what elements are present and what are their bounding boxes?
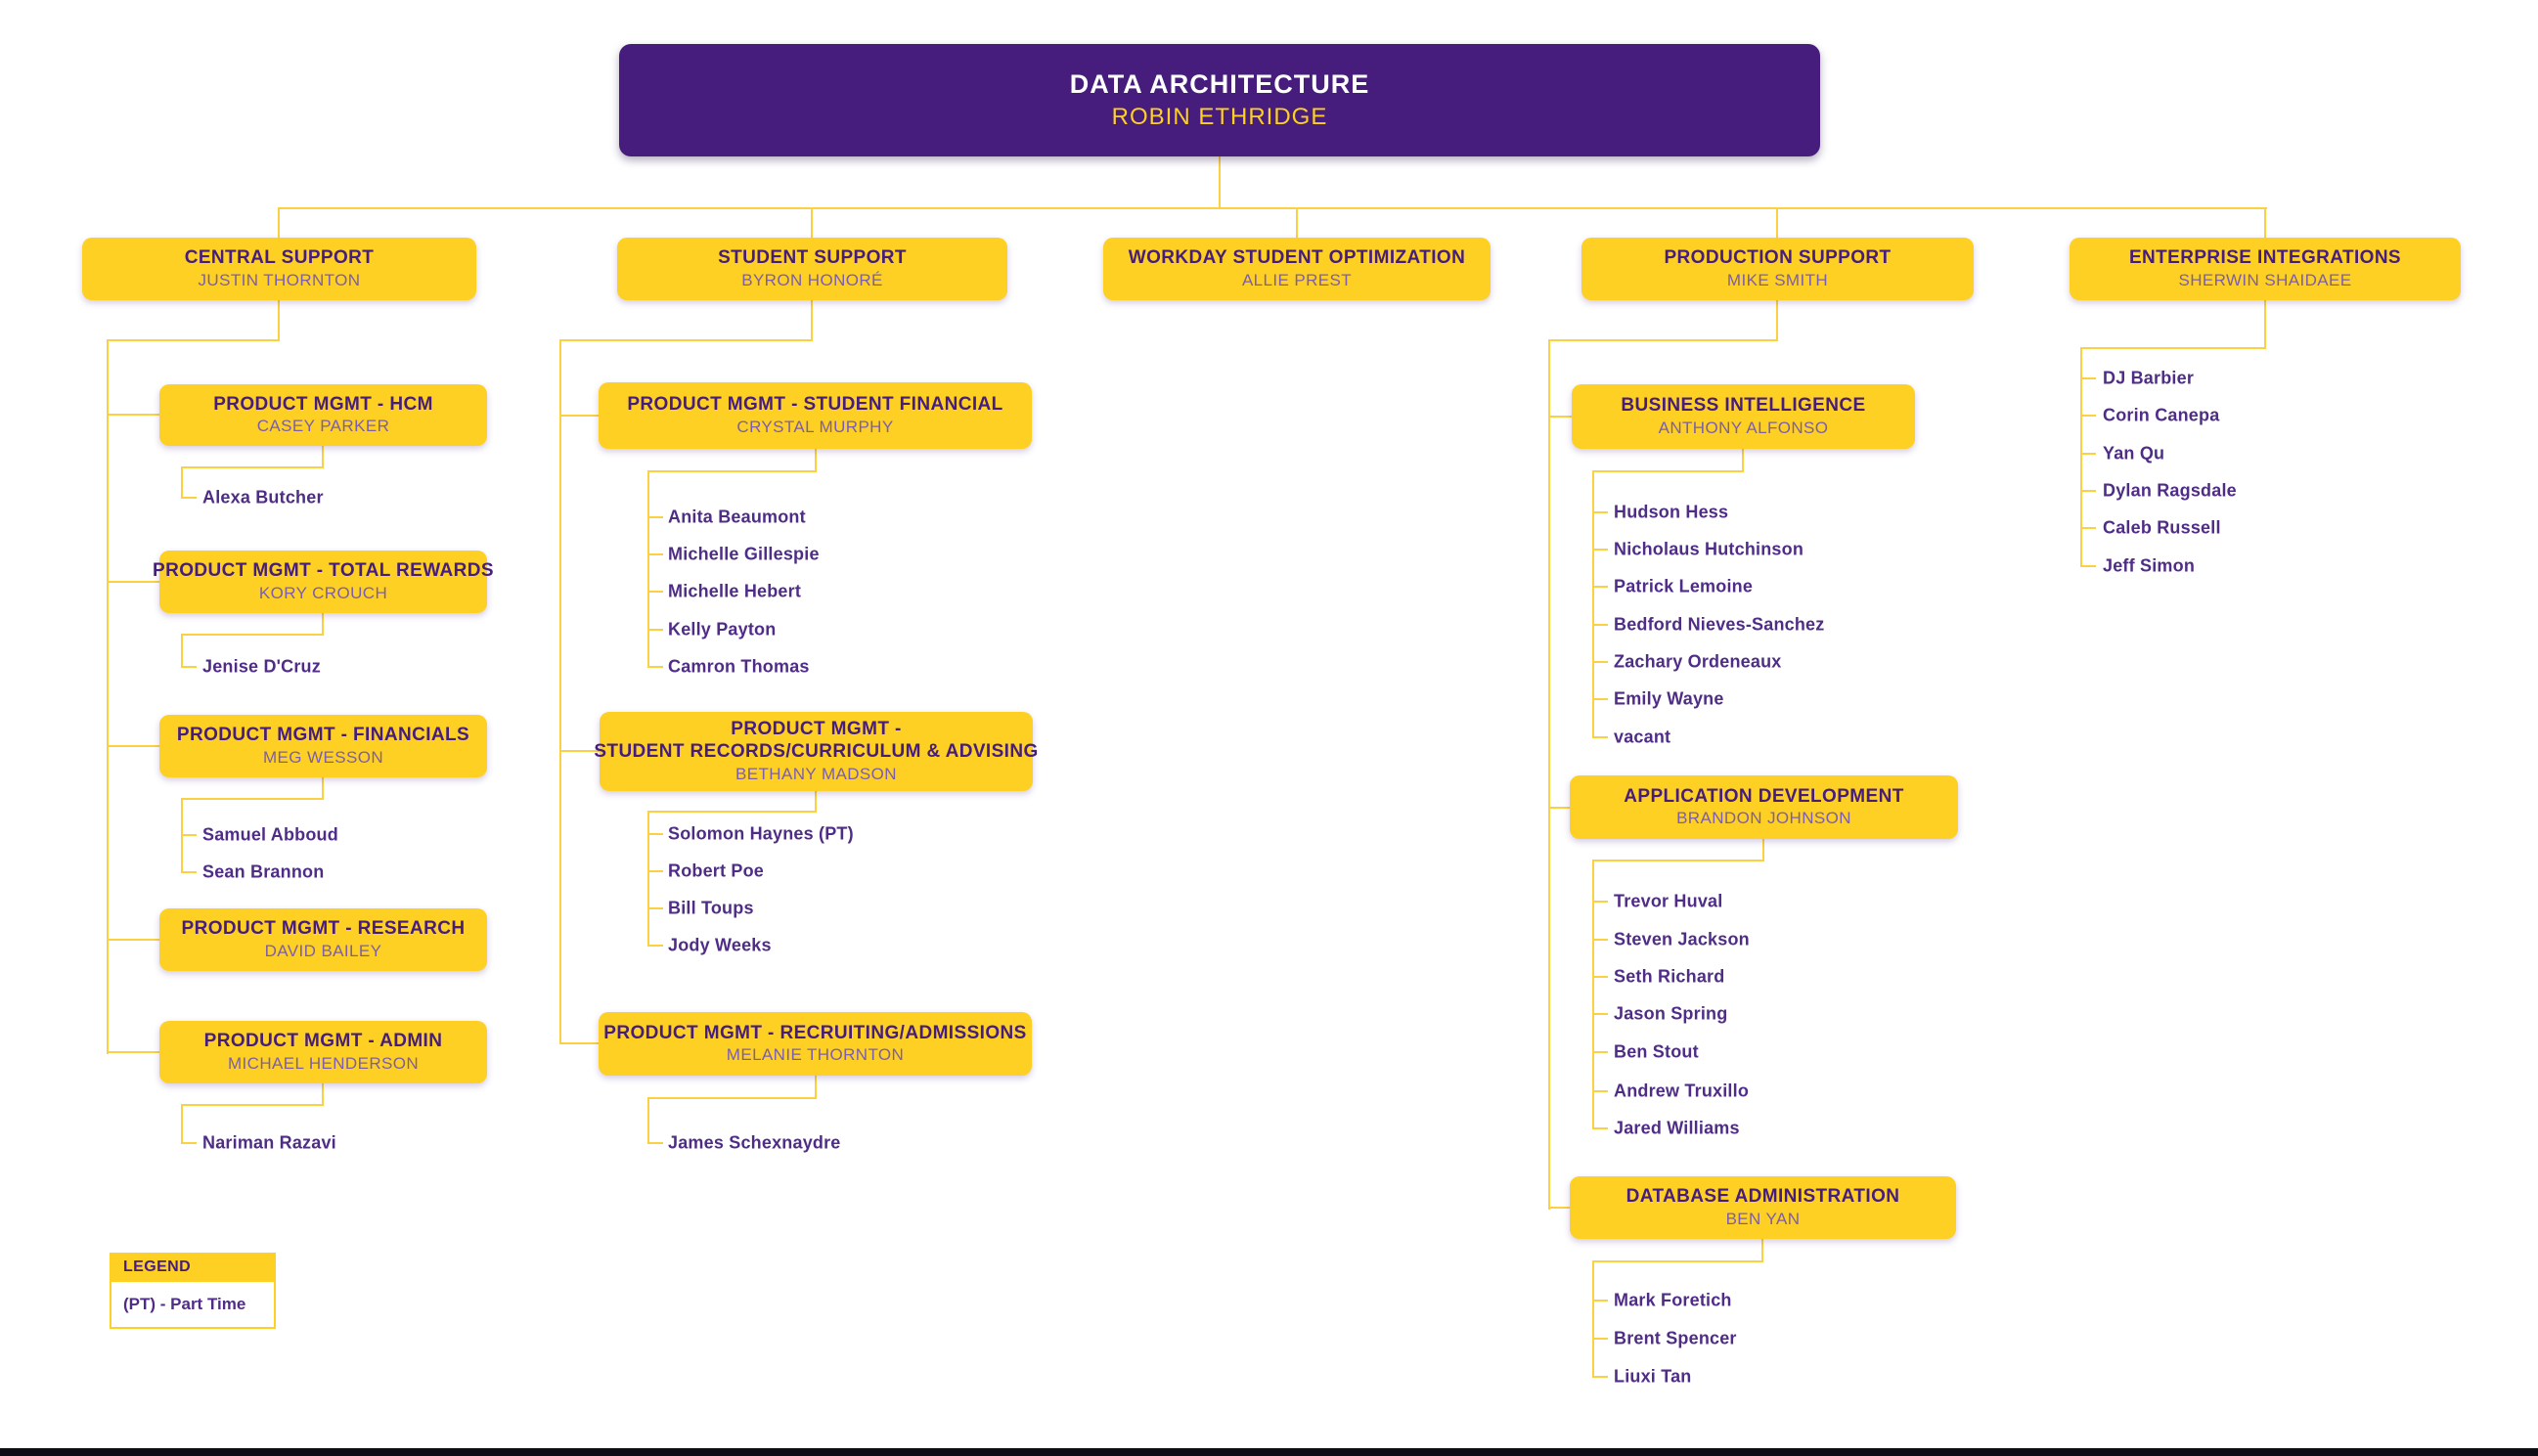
branch-title: CENTRAL SUPPORT: [184, 247, 375, 269]
dept-manager: MICHAEL HENDERSON: [227, 1053, 420, 1073]
connector-line: [1548, 807, 1572, 809]
legend-header: LEGEND: [110, 1253, 276, 1282]
employee-name: Caleb Russell: [2103, 517, 2221, 538]
connector-line: [1548, 416, 1574, 418]
connector-line: [1296, 207, 1298, 240]
dept-box-admin: [159, 1021, 487, 1083]
dept-box-total-rewards: [153, 551, 494, 613]
connector-line: [647, 811, 817, 813]
branch-box-student-support: [617, 238, 1007, 300]
employee-name: Jenise D'Cruz: [202, 656, 321, 677]
connector-line: [1592, 901, 1608, 903]
employee-name: Ben Stout: [1614, 1041, 1699, 1062]
employee-name: Kelly Payton: [668, 619, 777, 640]
connector-line: [107, 339, 109, 1054]
connector-line: [647, 1097, 817, 1099]
connector-line: [647, 666, 663, 668]
connector-line: [1592, 1376, 1608, 1378]
connector-line: [815, 1076, 817, 1099]
branch-box-production-support: [1581, 238, 1974, 300]
dept-manager: MEG WESSON: [262, 747, 383, 767]
connector-line: [559, 339, 561, 1044]
connector-line: [181, 634, 183, 667]
employee-name: Camron Thomas: [668, 656, 810, 677]
connector-line: [647, 629, 663, 631]
connector-line: [1592, 939, 1608, 941]
connector-line: [1742, 449, 1744, 472]
employee-name: Samuel Abboud: [202, 824, 338, 845]
employee-name: Nicholaus Hutchinson: [1614, 539, 1804, 559]
dept-title: PRODUCT MGMT - STUDENT FINANCIAL: [627, 394, 1003, 416]
dept-title: PRODUCT MGMT - ADMIN: [203, 1031, 443, 1052]
dept-box-business-intelligence: [1572, 384, 1915, 449]
connector-line: [181, 798, 324, 800]
employee-name: Corin Canepa: [2103, 405, 2220, 425]
connector-line: [2080, 565, 2096, 567]
org-root-title: DATA ARCHITECTURE: [1069, 69, 1370, 100]
branch-title: PRODUCTION SUPPORT: [1664, 247, 1892, 269]
footer-bar: [0, 1448, 2538, 1456]
employee-name: Michelle Gillespie: [668, 544, 820, 564]
branch-leader: BYRON HONORÉ: [741, 270, 883, 289]
connector-line: [107, 581, 159, 583]
dept-title: DATABASE ADMINISTRATION: [1625, 1186, 1900, 1208]
connector-line: [107, 939, 159, 941]
connector-line: [559, 1042, 599, 1044]
connector-line: [181, 834, 197, 836]
legend-item-part-time: (PT) - Part Time: [110, 1282, 276, 1329]
employee-name: Jared Williams: [1614, 1118, 1740, 1138]
connector-line: [1762, 839, 1764, 861]
connector-line: [559, 415, 599, 417]
employee-name: Sean Brannon: [202, 861, 325, 882]
connector-line: [1592, 860, 1764, 861]
employee-name: Steven Jackson: [1614, 929, 1750, 949]
employee-name: Alexa Butcher: [202, 487, 324, 507]
dept-manager: CRYSTAL MURPHY: [736, 417, 894, 436]
connector-line: [811, 300, 813, 339]
employee-name: Michelle Hebert: [668, 581, 802, 601]
branch-title: STUDENT SUPPORT: [718, 247, 907, 269]
connector-line: [1592, 586, 1608, 588]
employee-name: Jeff Simon: [2103, 555, 2196, 576]
connector-line: [647, 516, 663, 518]
connector-line: [1592, 1260, 1594, 1378]
dept-box-application-development: [1570, 775, 1958, 839]
connector-line: [2264, 207, 2266, 240]
employee-name: Mark Foretich: [1614, 1290, 1732, 1310]
connector-line: [2080, 377, 2096, 379]
connector-line: [181, 1142, 197, 1144]
connector-line: [1776, 300, 1778, 339]
dept-manager: ANTHONY ALFONSO: [1658, 418, 1829, 437]
connector-line: [278, 300, 280, 339]
connector-line: [2080, 347, 2266, 349]
connector-line: [181, 666, 197, 668]
branch-leader: MIKE SMITH: [1726, 270, 1829, 289]
connector-line: [647, 870, 663, 872]
connector-line: [2080, 347, 2082, 567]
dept-title: PRODUCT MGMT - RECRUITING/ADMISSIONS: [603, 1022, 1027, 1043]
connector-line: [815, 449, 817, 472]
org-root-leader: ROBIN ETHRIDGE: [1111, 103, 1328, 130]
dept-title: BUSINESS INTELLIGENCE: [1621, 395, 1866, 417]
connector-line: [322, 1083, 324, 1106]
employee-name: Jody Weeks: [668, 935, 772, 955]
connector-line: [647, 811, 649, 947]
employee-name: Bedford Nieves-Sanchez: [1614, 614, 1825, 635]
connector-line: [1592, 511, 1608, 513]
connector-line: [647, 945, 663, 947]
connector-line: [2080, 415, 2096, 417]
branch-box-central-support: [82, 238, 476, 300]
branch-leader: SHERWIN SHAIDAEE: [2178, 270, 2352, 289]
connector-line: [181, 466, 324, 468]
connector-line: [181, 634, 324, 636]
employee-name: James Schexnaydre: [668, 1132, 841, 1153]
dept-manager: BETHANY MADSON: [735, 765, 897, 784]
connector-line: [1548, 1207, 1572, 1209]
connector-line: [2080, 453, 2096, 455]
dept-title-line2: STUDENT RECORDS/CURRICULUM & ADVISING: [594, 741, 1039, 763]
connector-line: [1548, 339, 1550, 1210]
dept-title: PRODUCT MGMT - FINANCIALS: [176, 725, 470, 746]
employee-name: Dylan Ragsdale: [2103, 480, 2237, 501]
employee-name: Yan Qu: [2103, 443, 2165, 463]
connector-line: [2264, 300, 2266, 347]
connector-line: [1592, 1338, 1608, 1340]
connector-line: [1592, 1013, 1608, 1015]
branch-title: WORKDAY STUDENT OPTIMIZATION: [1128, 247, 1466, 269]
connector-line: [181, 1104, 324, 1106]
connector-line: [647, 470, 817, 472]
connector-line: [647, 833, 663, 835]
employee-name: Hudson Hess: [1614, 502, 1729, 522]
employee-name: Zachary Ordeneaux: [1614, 651, 1782, 672]
org-root-box: [619, 44, 1820, 156]
connector-line: [1592, 624, 1608, 626]
employee-name: vacant: [1614, 727, 1671, 747]
dept-manager: BRANDON JOHNSON: [1676, 809, 1851, 828]
dept-title: APPLICATION DEVELOPMENT: [1624, 785, 1904, 807]
employee-name: Patrick Lemoine: [1614, 576, 1754, 596]
dept-box-research: [159, 908, 487, 971]
employee-name: Nariman Razavi: [202, 1132, 336, 1153]
connector-line: [815, 791, 817, 813]
connector-line: [647, 470, 649, 668]
dept-title: PRODUCT MGMT - RESEARCH: [181, 918, 466, 940]
dept-manager: DAVID BAILEY: [264, 941, 382, 960]
connector-line: [1592, 1260, 1763, 1262]
connector-line: [107, 414, 159, 416]
connector-line: [559, 339, 813, 341]
connector-line: [647, 1142, 663, 1144]
connector-line: [2080, 527, 2096, 529]
connector-line: [322, 613, 324, 636]
connector-line: [647, 591, 663, 593]
connector-line: [1592, 549, 1608, 551]
dept-box-student-financial: [599, 382, 1032, 449]
employee-name: Anita Beaumont: [668, 507, 806, 527]
employee-name: Bill Toups: [668, 898, 754, 918]
connector-line: [107, 1051, 159, 1053]
connector-line: [1592, 698, 1608, 700]
employee-name: Seth Richard: [1614, 966, 1725, 987]
connector-line: [181, 497, 197, 499]
connector-line: [1592, 976, 1608, 978]
connector-line: [1592, 1127, 1608, 1129]
connector-line: [1592, 661, 1608, 663]
dept-box-financials: [159, 715, 487, 777]
connector-line: [1592, 1300, 1608, 1302]
connector-line: [322, 446, 324, 468]
connector-line: [1592, 736, 1608, 738]
branch-leader: JUSTIN THORNTON: [198, 270, 361, 289]
connector-line: [1219, 156, 1221, 207]
dept-manager: CASEY PARKER: [256, 417, 390, 436]
dept-title: PRODUCT MGMT - TOTAL REWARDS: [153, 560, 494, 582]
dept-title: PRODUCT MGMT - HCM: [213, 393, 433, 415]
employee-name: Andrew Truxillo: [1614, 1081, 1750, 1101]
dept-title: PRODUCT MGMT -: [731, 718, 902, 739]
connector-line: [107, 745, 159, 747]
dept-manager: MELANIE THORNTON: [726, 1045, 905, 1065]
legend: [110, 1253, 276, 1329]
connector-line: [278, 207, 2267, 209]
dept-box-hcm: [159, 384, 487, 446]
connector-line: [647, 1097, 649, 1144]
dept-box-database-administration: [1570, 1176, 1956, 1239]
connector-line: [181, 466, 183, 498]
connector-line: [1761, 1239, 1763, 1262]
connector-line: [1592, 1090, 1608, 1092]
connector-line: [1776, 207, 1778, 240]
employee-name: DJ Barbier: [2103, 368, 2195, 388]
connector-line: [322, 777, 324, 800]
connector-line: [1592, 470, 1744, 472]
connector-line: [1592, 1051, 1608, 1053]
employee-name: Emily Wayne: [1614, 688, 1724, 709]
connector-line: [2080, 490, 2096, 492]
branch-leader: ALLIE PREST: [1241, 270, 1353, 289]
connector-line: [1548, 339, 1778, 341]
dept-box-recruiting-admissions: [599, 1012, 1032, 1076]
employee-name: Jason Spring: [1614, 1003, 1728, 1024]
branch-box-enterprise-integrations: [2070, 238, 2461, 300]
branch-box-workday-student-optimization: [1103, 238, 1491, 300]
connector-line: [181, 871, 197, 873]
dept-manager: BEN YAN: [1725, 1209, 1801, 1228]
employee-name: Trevor Huval: [1614, 891, 1723, 911]
employee-name: Solomon Haynes (PT): [668, 823, 854, 844]
employee-name: Liuxi Tan: [1614, 1366, 1692, 1387]
branch-title: ENTERPRISE INTEGRATIONS: [2128, 247, 2402, 269]
connector-line: [107, 339, 280, 341]
connector-line: [811, 207, 813, 240]
connector-line: [647, 553, 663, 555]
connector-line: [647, 907, 663, 909]
dept-manager: KORY CROUCH: [258, 583, 388, 602]
connector-line: [278, 207, 280, 240]
employee-name: Brent Spencer: [1614, 1328, 1737, 1348]
employee-name: Robert Poe: [668, 860, 765, 881]
connector-line: [181, 1104, 183, 1144]
dept-box-student-records-curriculum-advising: [594, 712, 1039, 791]
